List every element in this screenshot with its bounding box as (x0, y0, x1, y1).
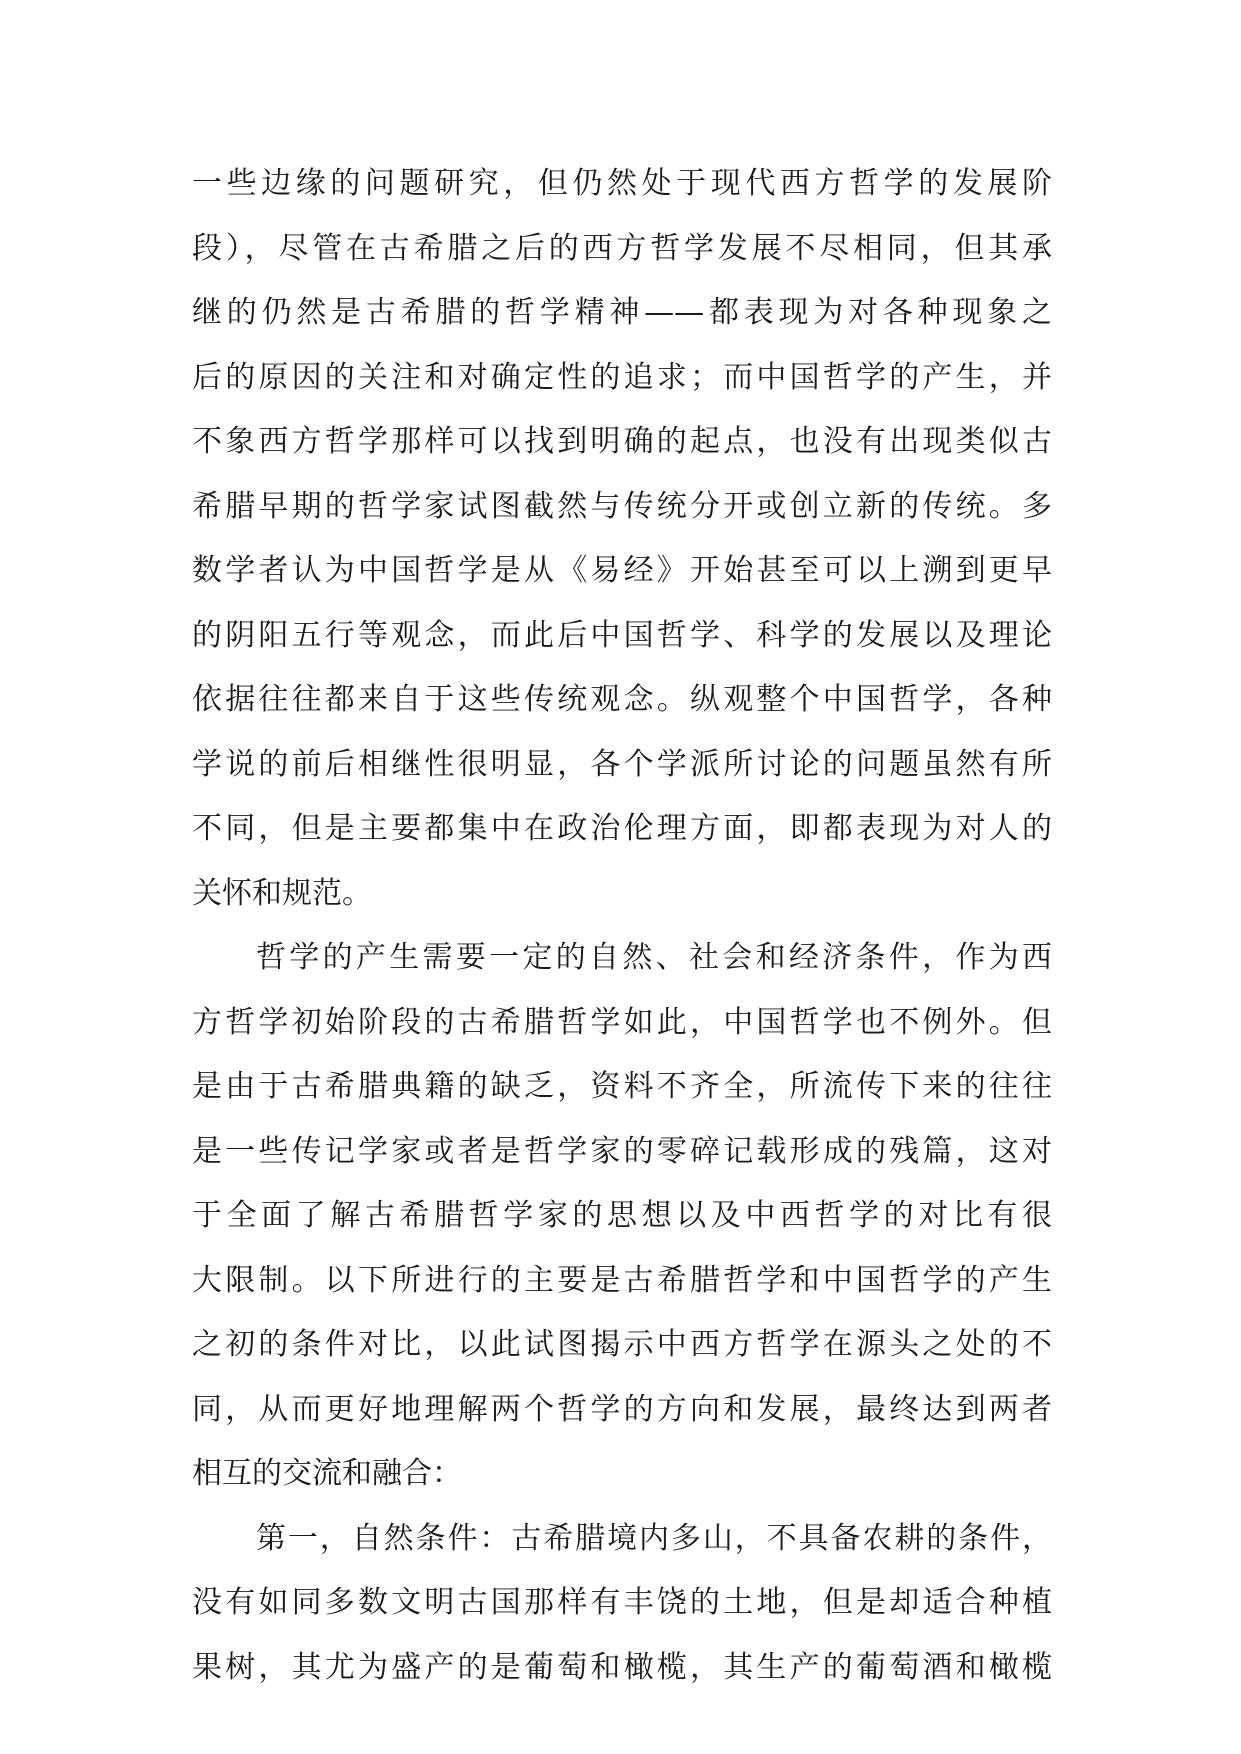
text-line: 是由于古希腊典籍的缺乏，资料不齐全，所流传下来的往往 (192, 1069, 1052, 1104)
text-line: 继的仍然是古希腊的哲学精神——都表现为对各种现象之 (192, 295, 1052, 330)
text-line: 段），尽管在古希腊之后的西方哲学发展不尽相同，但其承 (192, 230, 1052, 266)
text-line: 后的原因的关注和对确定性的追求；而中国哲学的产生，并 (192, 359, 1052, 395)
text-line: 一些边缘的问题研究，但仍然处于现代西方哲学的发展阶 (192, 166, 1052, 201)
text-line: 的阴阳五行等观念，而此后中国哲学、科学的发展以及理论 (192, 617, 1052, 653)
text-line: 方哲学初始阶段的古希腊哲学如此，中国哲学也不例外。但 (192, 1004, 1052, 1040)
text-line: 不同，但是主要都集中在政治伦理方面，即都表现为对人的 (192, 811, 1052, 846)
text-line: 是一些传记学家或者是哲学家的零碎记载形成的残篇，这对 (192, 1133, 1052, 1169)
paragraph-first-line: 第一，自然条件：古希腊境内多山，不具备农耕的条件， (256, 1520, 1052, 1556)
text-line: 果树，其尤为盛产的是葡萄和橄榄，其生产的葡萄酒和橄榄 (192, 1649, 1052, 1685)
text-line: 大限制。以下所进行的主要是古希腊哲学和中国哲学的产生 (192, 1262, 1052, 1298)
text-line: 之初的条件对比，以此试图揭示中西方哲学在源头之处的不 (192, 1327, 1052, 1362)
text-line: 相互的交流和融合： (192, 1456, 462, 1491)
text-line: 希腊早期的哲学家试图截然与传统分开或创立新的传统。多 (192, 488, 1052, 524)
paragraph-first-line: 哲学的产生需要一定的自然、社会和经济条件，作为西 (256, 940, 1052, 975)
text-line: 数学者认为中国哲学是从《易经》开始甚至可以上溯到更早 (192, 553, 1052, 588)
text-line: 学说的前后相继性很明显，各个学派所讨论的问题虽然有所 (192, 746, 1052, 782)
text-line: 没有如同多数文明古国那样有丰饶的土地，但是却适合种植 (192, 1585, 1052, 1620)
text-line: 依据往往都来自于这些传统观念。纵观整个中国哲学，各种 (192, 682, 1052, 717)
text-line: 关怀和规范。 (192, 875, 372, 911)
text-line: 于全面了解古希腊哲学家的思想以及中西哲学的对比有很 (192, 1198, 1052, 1233)
body-text (192, 152, 1052, 1700)
text-line: 同，从而更好地理解两个哲学的方向和发展，最终达到两者 (192, 1391, 1052, 1427)
text-line: 不象西方哲学那样可以找到明确的起点，也没有出现类似古 (192, 424, 1052, 459)
